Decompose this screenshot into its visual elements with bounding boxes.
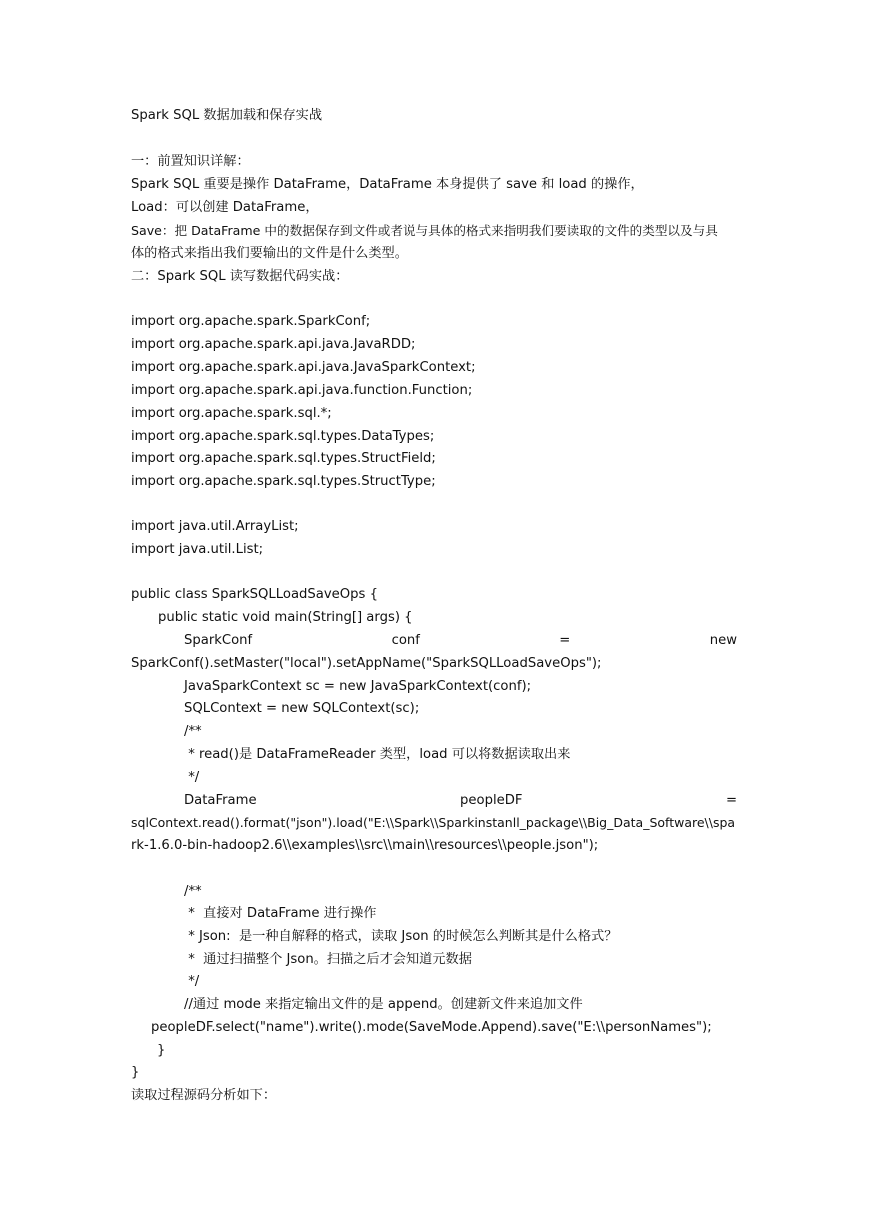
code-token: new [709, 633, 737, 648]
import-line: import org.apache.spark.sql.types.StructType; [131, 474, 436, 489]
section-2-heading: 二：Spark SQL 读写数据代码实战： [131, 269, 349, 284]
import-line: import java.util.List; [131, 542, 264, 557]
comment-line: */ [184, 770, 200, 785]
comment-line: * Json: 是一种自解释的格式，读取 Json 的时候怎么判断其是什么格式？ [184, 929, 618, 944]
code-line: SparkConf().setMaster("local").setAppName("SparkSQLLoadSaveOps"); [131, 656, 602, 671]
code-line: sqlContext.read().format("json").load("E:\\Spark\\Sparkinstanll_package\\Big_Data_Software\\spa [131, 815, 736, 830]
comment-line: */ [184, 974, 200, 989]
comment-line: * 直接对 DataFrame 进行操作 [184, 906, 377, 921]
comment-line: //通过 mode 来指定输出文件的是 append。创建新文件来追加文件 [184, 997, 583, 1012]
code-token: = [725, 793, 737, 808]
code-token: = [559, 633, 571, 648]
code-line: SQLContext = new SQLContext(sc); [184, 701, 420, 716]
import-line: import org.apache.spark.SparkConf; [131, 314, 371, 329]
import-line: import org.apache.spark.api.java.JavaSparkContext; [131, 360, 476, 375]
dataframe-declaration-line [131, 792, 737, 810]
import-line: import java.util.ArrayList; [131, 519, 299, 534]
main-declaration: public static void main(String[] args) { [158, 610, 413, 625]
comment-line: * 通过扫描整个 Json。扫描之后才会知道元数据 [184, 952, 472, 967]
closing-brace: } [157, 1043, 166, 1058]
code-token: conf [391, 633, 420, 648]
code-line: rk-1.6.0-bin-hadoop2.6\\examples\\src\\main\\resources\\people.json"); [131, 838, 599, 853]
comment-line: /** [184, 724, 202, 739]
comment-line: * read()是 DataFrameReader 类型，load 可以将数据读取出来 [184, 747, 571, 762]
import-line: import org.apache.spark.api.java.JavaRDD; [131, 337, 416, 352]
import-line: import org.apache.spark.api.java.function.Function; [131, 383, 473, 398]
closing-brace: } [131, 1065, 140, 1080]
conf-declaration-line [131, 632, 737, 650]
paragraph-line: Save：把 DataFrame 中的数据保存到文件或者说与具体的格式来指明我们要读取的文件的类型以及与具 [131, 223, 718, 238]
section-1-heading: 一：前置知识详解： [131, 154, 250, 169]
comment-line: /** [184, 884, 202, 899]
document-title: Spark SQL 数据加载和保存实战 [131, 108, 323, 123]
code-token: SparkConf [184, 633, 253, 648]
paragraph-line: Load：可以创建 DataFrame， [131, 200, 319, 215]
code-token: peopleDF [460, 793, 523, 808]
import-line: import org.apache.spark.sql.types.DataTypes; [131, 429, 435, 444]
code-line: JavaSparkContext sc = new JavaSparkContext(conf); [184, 679, 532, 694]
paragraph-line: 体的格式来指出我们要输出的文件是什么类型。 [131, 246, 408, 261]
code-token: DataFrame [184, 793, 257, 808]
import-line: import org.apache.spark.sql.*; [131, 406, 332, 421]
code-line: peopleDF.select("name").write().mode(SaveMode.Append).save("E:\\personNames"); [151, 1020, 712, 1035]
class-declaration: public class SparkSQLLoadSaveOps { [131, 587, 378, 602]
import-line: import org.apache.spark.sql.types.StructField; [131, 451, 436, 466]
footer-text: 读取过程源码分析如下： [131, 1088, 277, 1103]
paragraph-line: Spark SQL 重要是操作 DataFrame，DataFrame 本身提供了 save 和 load 的操作， [131, 177, 644, 192]
